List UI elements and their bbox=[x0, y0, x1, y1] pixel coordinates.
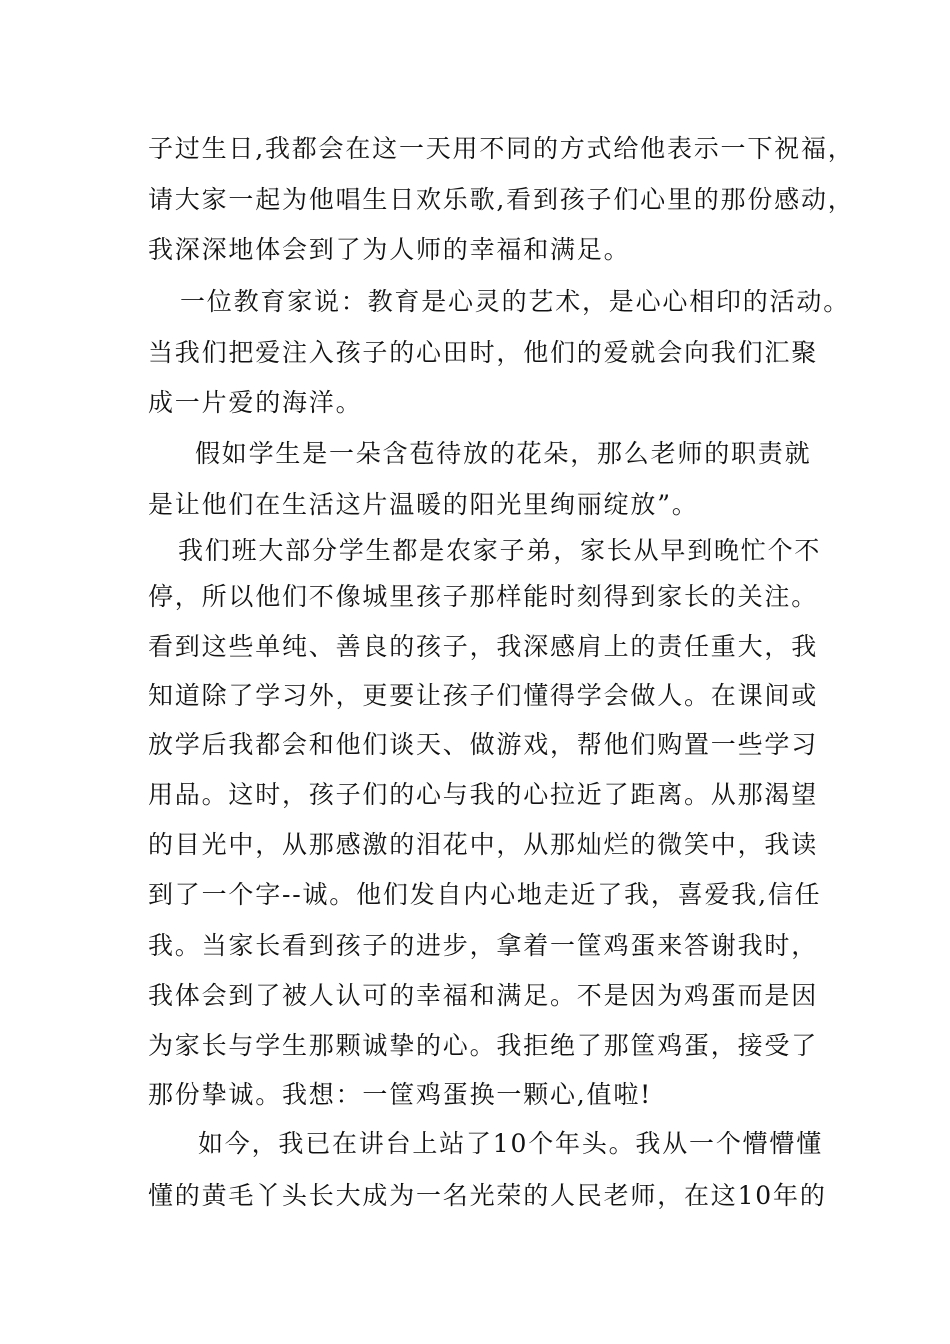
text-line: 子过生日,我都会在这一天用不同的方式给他表示一下祝福， bbox=[148, 134, 855, 163]
text-line: 一位教育家说：教育是心灵的艺术，是心心相印的活动。 bbox=[180, 287, 851, 316]
text-line: 放学后我都会和他们谈天、做游戏，帮他们购置一些学习 bbox=[148, 730, 819, 759]
text-line: 那份挚诚。我想：一筐鸡蛋换一颗心,值啦! bbox=[148, 1080, 652, 1109]
text-line: 假如学生是一朵含苞待放的花朵，那么老师的职责就 bbox=[195, 439, 812, 468]
text-line: 为家长与学生那颗诚挚的心。我拒绝了那筐鸡蛋，接受了 bbox=[148, 1031, 819, 1060]
text-line: 当我们把爱注入孩子的心田时，他们的爱就会向我们汇聚 bbox=[148, 338, 819, 367]
text-line: 懂的黄毛丫头长大成为一名光荣的人民老师，在这10年的 bbox=[148, 1181, 827, 1210]
text-line: 我深深地体会到了为人师的幸福和满足。 bbox=[148, 235, 631, 264]
text-line: 我们班大部分学生都是农家子弟，家长从早到晚忙个不 bbox=[178, 536, 822, 565]
text-line: 我。当家长看到孩子的进步，拿着一筐鸡蛋来答谢我时， bbox=[148, 931, 819, 960]
text-line: 用品。这时，孩子们的心与我的心拉近了距离。从那渴望 bbox=[148, 780, 819, 809]
text-line: 看到这些单纯、善良的孩子，我深感肩上的责任重大，我 bbox=[148, 632, 819, 661]
text-line: 的目光中，从那感激的泪花中，从那灿烂的微笑中，我读 bbox=[148, 830, 819, 859]
text-line: 成一片爱的海洋。 bbox=[148, 388, 363, 417]
text-line: 我体会到了被人认可的幸福和满足。不是因为鸡蛋而是因 bbox=[148, 981, 819, 1010]
text-line: 请大家一起为他唱生日欢乐歌,看到孩子们心里的那份感动， bbox=[148, 185, 855, 214]
text-line: 停，所以他们不像城里孩子那样能时刻得到家长的关注。 bbox=[148, 582, 819, 611]
text-line: 知道除了学习外，更要让孩子们懂得学会做人。在课间或 bbox=[148, 681, 819, 710]
text-line: 如今，我已在讲台上站了10个年头。我从一个懵懵懂 bbox=[198, 1129, 824, 1158]
text-line: 是让他们在生活这片温暖的阳光里绚丽绽放”。 bbox=[148, 490, 699, 519]
text-line: 到了一个字--诚。他们发自内心地走近了我，喜爱我,信任 bbox=[148, 880, 822, 909]
